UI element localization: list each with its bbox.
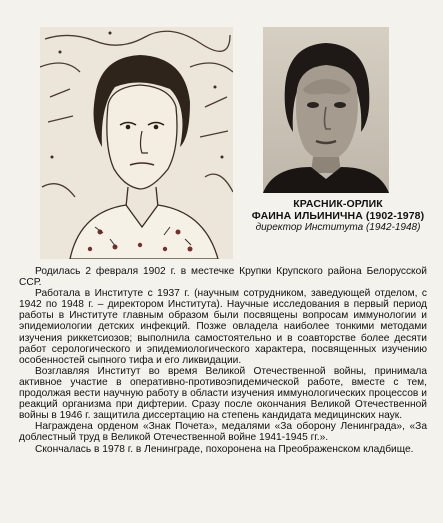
bio-paragraph: Возглавляя Институт во время Великой Отечественной войны, принимала активное участие в оперативно-противоэпидемической работе, вместе с тем, продолжая вести научную работу в области изучения иммунологических процессов и реакций организма при дифтерии. Сразу после окончания Великой Отечественной войны в 1946 г. защитила диссертацию на степень кандидата медицинских наук. [19, 365, 427, 422]
person-surname: КРАСНИК-ОРЛИК [293, 198, 383, 210]
person-role-line [238, 222, 438, 234]
bio-paragraph: Скончалась в 1978 г. в Ленинграде, похоронена на Преображенском кладбище. [35, 443, 414, 455]
person-role: директор Института [255, 222, 364, 233]
biography-text [19, 266, 427, 455]
portrait-photo-image [263, 27, 389, 193]
portrait-caption [238, 198, 438, 234]
bio-paragraph: Награждена орденом «Знак Почета», медалями «За оборону Ленинграда», «За доблестный труд в Великой Отечественной войне 1941-1945 гг.». [19, 421, 427, 444]
bio-paragraph: Родилась 2 февраля 1902 г. в местечке Крупки Крупского района Белорусской ССР. [19, 266, 427, 289]
person-role-years: (1942-1948) [365, 222, 421, 233]
bio-paragraph: Работала в Институте с 1937 г. (научным сотрудником, заведующей отделом, с 1942 по 1948 г. – директором Института). Научные исследования в первый период работы в Институте главным образом были посвящены вопросам иммунологии и эпидемиологии детских инфекций. Позже овладела наиболее тонкими методами изучения риккетсиозов; выполнила самостоятельно и в соавторстве более десяти работ серологического и эпидемиологического характера, посвященных изучению особенностей сыпного тифа и его ликвидации. [19, 288, 427, 366]
sketch-portrait-image [40, 27, 233, 259]
person-name: ФАИНА ИЛЬИНИЧНА (1902-1978) [251, 210, 425, 222]
